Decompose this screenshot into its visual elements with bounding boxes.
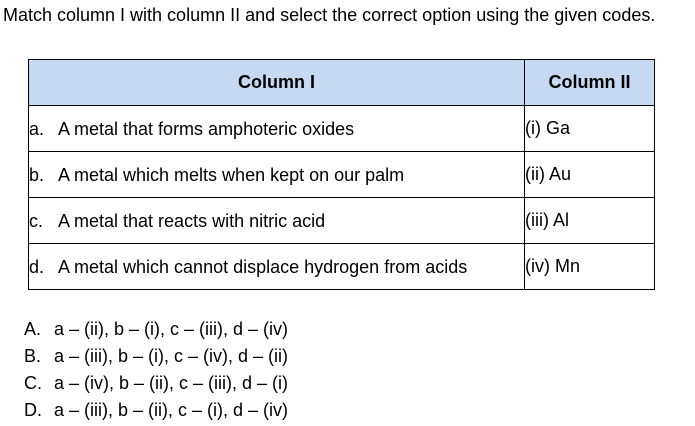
item-letter: d. bbox=[29, 256, 45, 277]
option-d[interactable] bbox=[24, 399, 288, 426]
column-ii-cell: (ii) Au bbox=[525, 152, 655, 198]
option-letter: C. bbox=[24, 373, 42, 393]
item-text: A metal that forms amphoteric oxides bbox=[58, 118, 355, 139]
answer-options bbox=[24, 318, 288, 426]
item-letter: b. bbox=[29, 164, 45, 185]
item-letter: a. bbox=[29, 118, 45, 139]
column-ii-cell: (iii) Al bbox=[525, 198, 655, 244]
table-row bbox=[29, 152, 655, 198]
column-i-cell bbox=[29, 106, 525, 152]
table-row bbox=[29, 106, 655, 152]
table-row bbox=[29, 244, 655, 290]
option-letter: D. bbox=[24, 400, 42, 420]
table-row bbox=[29, 198, 655, 244]
option-text: a – (iv), b – (ii), c – (iii), d – (i) bbox=[54, 373, 289, 393]
option-b[interactable] bbox=[24, 345, 288, 372]
item-text: A metal that reacts with nitric acid bbox=[58, 210, 326, 231]
option-a[interactable] bbox=[24, 318, 288, 345]
item-text: A metal which melts when kept on our palm bbox=[58, 164, 405, 185]
option-text: a – (iii), b – (ii), c – (i), d – (iv) bbox=[54, 400, 289, 420]
option-text: a – (iii), b – (i), c – (iv), d – (ii) bbox=[54, 346, 289, 366]
column-ii-cell: (iv) Mn bbox=[525, 244, 655, 290]
match-table bbox=[28, 59, 655, 290]
option-text: a – (ii), b – (i), c – (iii), d – (iv) bbox=[54, 319, 289, 339]
column-i-cell bbox=[29, 152, 525, 198]
column-i-cell bbox=[29, 244, 525, 290]
option-letter: B. bbox=[24, 346, 42, 366]
option-letter: A. bbox=[24, 319, 42, 339]
column-ii-cell: (i) Ga bbox=[525, 106, 655, 152]
item-text: A metal which cannot displace hydrogen from acids bbox=[58, 256, 468, 277]
column-i-cell bbox=[29, 198, 525, 244]
question-text: Match column I with column II and select the correct option using the given codes. bbox=[3, 5, 656, 25]
column-i-header: Column I bbox=[29, 60, 525, 106]
option-c[interactable] bbox=[24, 372, 288, 399]
item-letter: c. bbox=[29, 210, 44, 231]
table-header-row bbox=[29, 60, 655, 106]
column-ii-header: Column II bbox=[525, 60, 655, 106]
